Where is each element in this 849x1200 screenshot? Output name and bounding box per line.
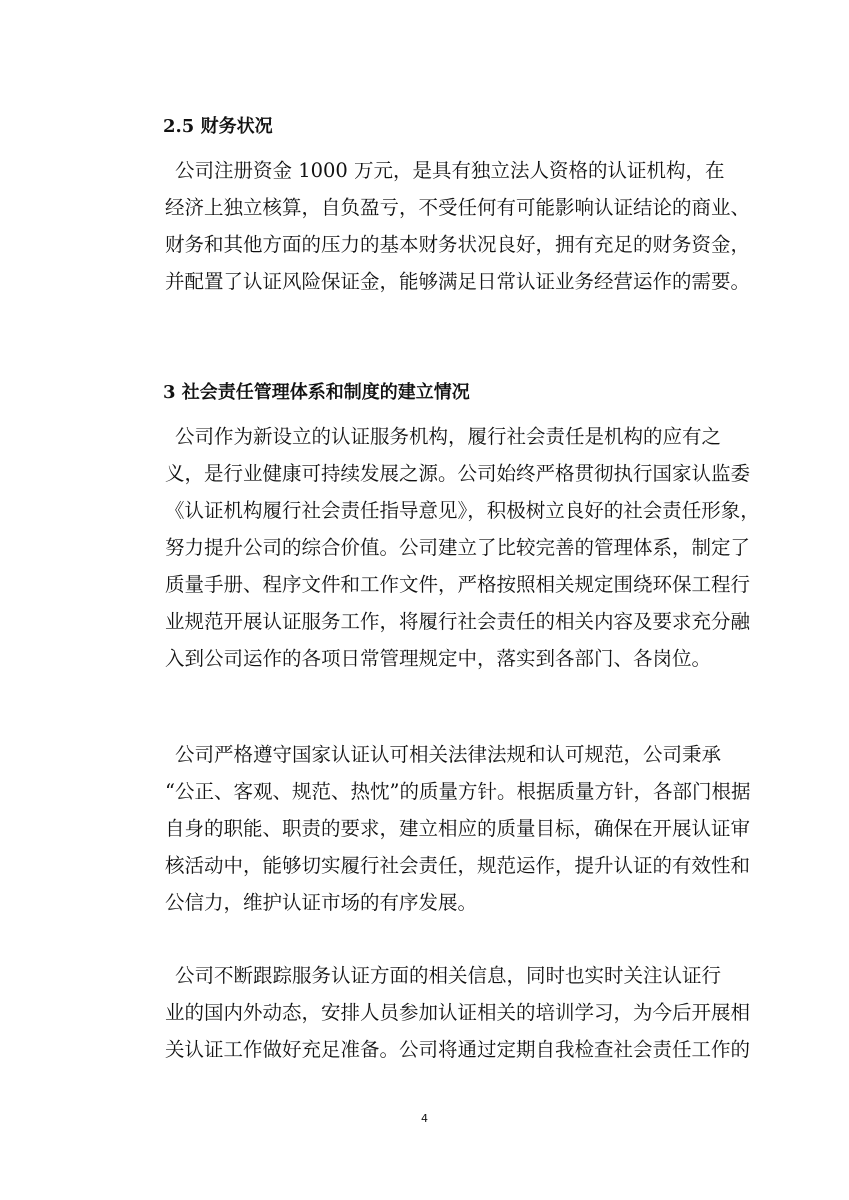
paragraph-social-responsibility-2 [165, 736, 751, 921]
text-line: 《认证机构履行社会责任指导意见》，积极树立良好的社会责任形象， [165, 499, 760, 522]
text-line: 公信力，维护认证市场的有序发展。 [165, 891, 478, 914]
text-line: 努力提升公司的综合价值。公司建立了比较完善的管理体系，制定了 [165, 536, 751, 559]
text-line: 自身的职能、职责的要求，建立相应的质量目标，确保在开展认证审 [165, 817, 751, 840]
text-line: 核活动中，能够切实履行社会责任，规范运作，提升认证的有效性和 [165, 854, 751, 877]
text-line: 公司注册资金 1000 万元，是具有独立法人资格的认证机构，在 [175, 159, 725, 182]
text-line: 公司严格遵守国家认证认可相关法律法规和认可规范，公司秉承 [175, 743, 722, 766]
section-heading-social-responsibility: 3 社会责任管理体系和制度的建立情况 [163, 382, 470, 403]
page-number: 4 [421, 1112, 428, 1125]
text-line: 义，是行业健康可持续发展之源。公司始终严格贯彻执行国家认监委 [165, 462, 751, 485]
text-line: 经济上独立核算，自负盈亏，不受任何有可能影响认证结论的商业、 [165, 196, 751, 219]
paragraph-social-responsibility-1 [165, 418, 760, 677]
text-line: 公司不断跟踪服务认证方面的相关信息，同时也实时关注认证行 [175, 964, 722, 987]
text-line: 质量手册、程序文件和工作文件，严格按照相关规定围绕环保工程行 [165, 573, 751, 596]
text-line: 并配置了认证风险保证金，能够满足日常认证业务经营运作的需要。 [165, 270, 751, 293]
text-line: 业规范开展认证服务工作，将履行社会责任的相关内容及要求充分融 [165, 610, 751, 633]
text-line: 入到公司运作的各项日常管理规定中，落实到各部门、各岗位。 [165, 647, 712, 670]
section-heading-financial-status: 2.5 财务状况 [163, 116, 273, 137]
text-line: 业的国内外动态，安排人员参加认证相关的培训学习，为今后开展相 [165, 1001, 751, 1024]
text-line: 公司作为新设立的认证服务机构，履行社会责任是机构的应有之 [175, 425, 722, 448]
paragraph-social-responsibility-3 [165, 957, 751, 1068]
text-line: 财务和其他方面的压力的基本财务状况良好，拥有充足的财务资金， [165, 233, 751, 256]
text-line: “公正、客观、规范、热忱”的质量方针。根据质量方针，各部门根据 [165, 780, 751, 803]
paragraph-financial-status [165, 152, 751, 300]
text-line: 关认证工作做好充足准备。公司将通过定期自我检查社会责任工作的 [165, 1038, 751, 1061]
